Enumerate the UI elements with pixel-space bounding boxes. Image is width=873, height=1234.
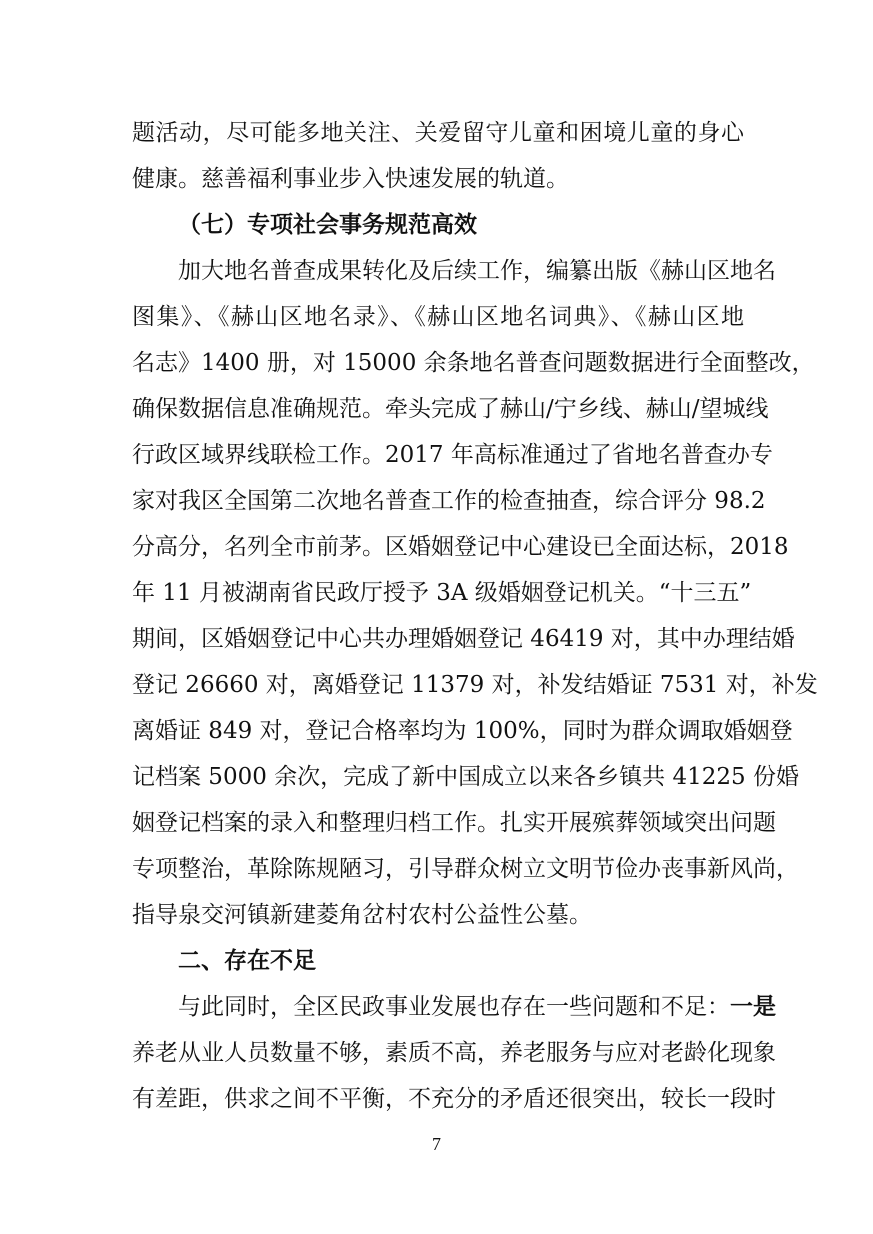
body-text-line: 行政区域界线联检工作。2017 年高标准通过了省地名普查办专 (132, 442, 773, 468)
body-text-line: 分高分，名列全市前茅。区婚姻登记中心建设已全面达标，2018 (132, 534, 789, 560)
body-text-line (178, 992, 776, 1022)
body-text-line: 指导泉交河镇新建菱角岔村农村公益性公墓。 (132, 902, 592, 928)
body-text-line: 姻登记档案的录入和整理归档工作。扎实开展殡葬领域突出问题 (132, 810, 776, 836)
section-heading: （七）专项社会事务规范高效 (178, 212, 477, 238)
body-text-line: 专项整治，革除陈规陋习，引导群众树立文明节俭办丧事新风尚， (132, 856, 799, 882)
body-text-line: 记档案 5000 余次，完成了新中国成立以来各乡镇共 41225 份婚 (132, 764, 799, 790)
body-text-line: 养老从业人员数量不够，素质不高，养老服务与应对老龄化现象 (132, 1040, 776, 1066)
part-heading: 二、存在不足 (178, 948, 316, 974)
body-text-line: 确保数据信息准确规范。牵头完成了赫山/宁乡线、赫山/望城线 (132, 396, 769, 422)
body-text-line: 有差距，供求之间不平衡，不充分的矛盾还很突出，较长一段时 (132, 1086, 776, 1112)
body-text-line: 图集》、《赫山区地名录》、《赫山区地名词典》、《赫山区地 (132, 304, 744, 330)
body-text-line: 期间，区婚姻登记中心共办理婚姻登记 46419 对，其中办理结婚 (132, 626, 795, 652)
body-text-line: 登记 26660 对，离婚登记 11379 对，补发结婚证 7531 对，补发 (132, 672, 818, 698)
body-text-line: 年 11 月被湖南省民政厅授予 3A 级婚姻登记机关。“十三五” (132, 580, 752, 606)
page-number: 7 (432, 1134, 441, 1154)
body-text-line: 家对我区全国第二次地名普查工作的检查抽查，综合评分 98.2 (132, 488, 766, 514)
body-text-span: 与此同时，全区民政事业发展也存在一些问题和不足： (178, 994, 730, 1020)
body-text-line: 题活动，尽可能多地关注、关爱留守儿童和困境儿童的身心 (132, 120, 744, 146)
body-text-line: 加大地名普查成果转化及后续工作，编纂出版《赫山区地名 (178, 258, 776, 284)
body-text-line: 名志》1400 册，对 15000 余条地名普查问题数据进行全面整改， (132, 350, 815, 376)
body-text-line: 健康。慈善福利事业步入快速发展的轨道。 (132, 166, 569, 192)
emphasis-text: 一是 (730, 994, 776, 1020)
body-text-line: 离婚证 849 对，登记合格率均为 100%，同时为群众调取婚姻登 (132, 718, 793, 744)
